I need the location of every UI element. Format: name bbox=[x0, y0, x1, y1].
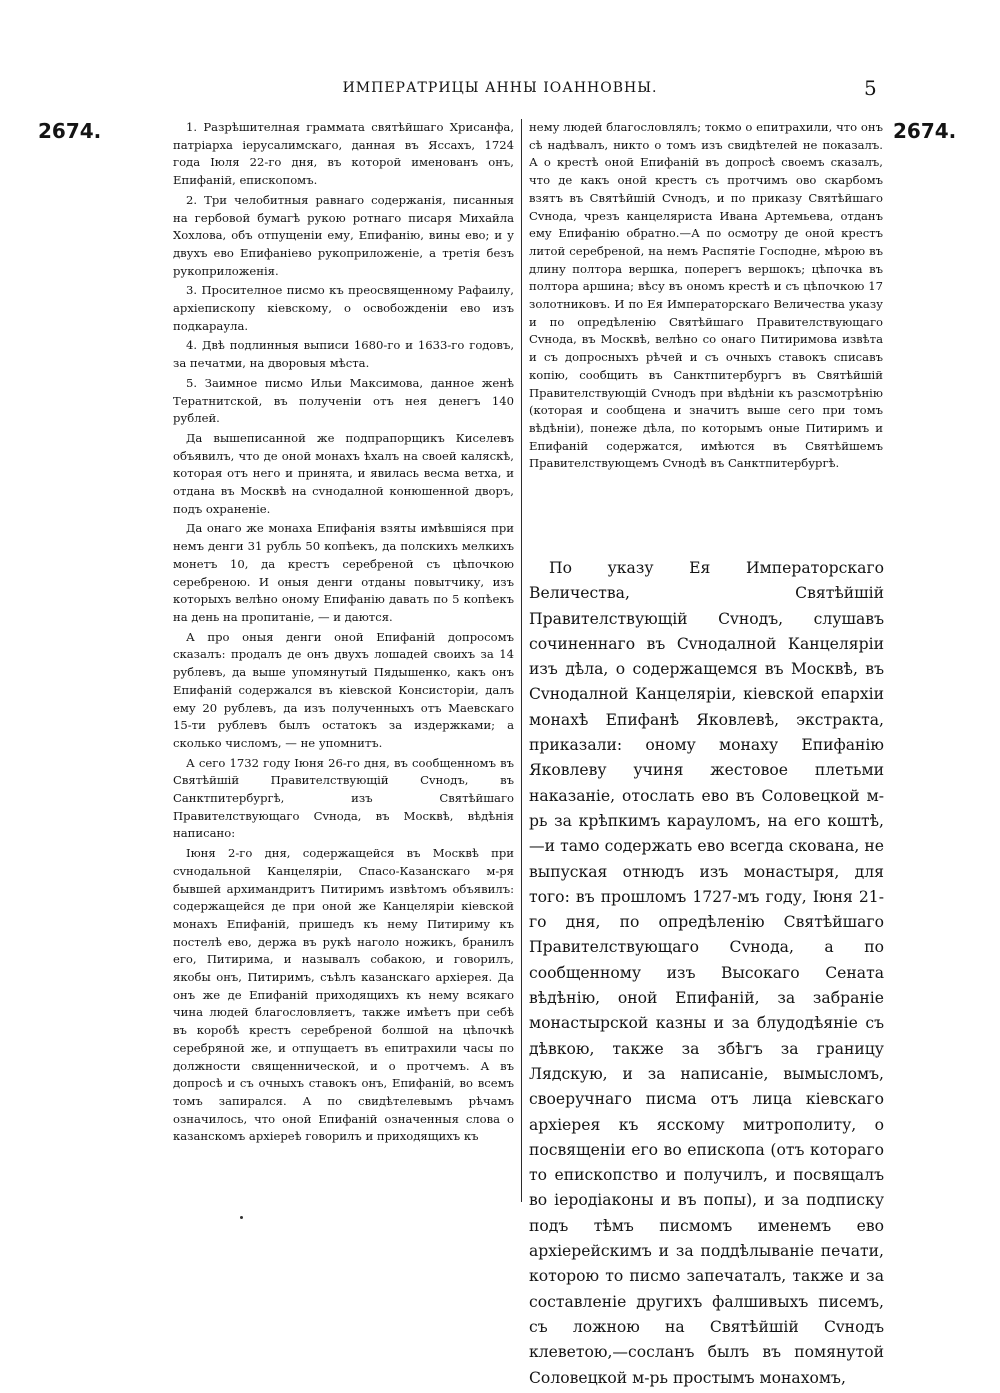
paragraph: Iюня 2-го дня, содержащейся въ Москвѣ при сvнодальной Канцелярiи, Спасо-Казанскаго м-ря бывшей архимандритъ Питиримъ извѣтомъ объявилъ: содержащейся де при оной же Канцелярiи кiевской монахъ Епифанiй, пришедъ къ нему Питириму къ постелѣ ево, держа въ рукѣ наголо ножикъ, бранилъ его, Питирима, и называлъ собакою, и говорилъ, якобы онъ, Питиримъ, съѣлъ казанскаго архiерея. Да онъ же де Епифанiй приходящихъ къ нему всякаго чина людей благословляетъ, также имѣетъ при себѣ въ коробѣ крестъ серебреной болшой на цѣпочкѣ серебряной же, и отпущаетъ въ епитрахили часы по должности священнической, и о протчемъ. А въ допросѣ и съ очныхъ ставокъ онъ, Епифанiй, во всемъ томъ запирался. А по свидѣтелевымъ рѣчамъ означилось, что оной Епифанiй означенныя слова о казанскомъ архiереѣ говорилъ и приходящихъ къ bbox=[173, 846, 514, 1144]
paragraph: 4. Двѣ подлинныя выписи 1680-го и 1633-го годовъ, за печатми, на дворовыя мѣста. bbox=[173, 338, 514, 371]
left-column bbox=[173, 119, 514, 1148]
document-number-left: 2674. bbox=[38, 119, 102, 143]
paragraph: 3. Просителное писмо къ преосвященному Рафаилу, архiепископу кiевскому, о освобожденiи ево изъ подкараула. bbox=[173, 283, 514, 333]
paragraph: А про оныя денги оной Епифанiй допросомъ сказалъ: продалъ де онъ двухъ лошадей своихъ за 14 рублевъ, да выше упомянутый Пядышенко, какъ онъ Епифанiй содержался въ кiевской Консисторiи, далъ ему 20 рублевъ, да изъ полученныхъ отъ Маевскаго 15-ти рублевъ былъ остатокъ за издержками; а сколько числомъ, — не упомнитъ. bbox=[173, 629, 514, 750]
right-column-large-print bbox=[529, 556, 884, 1393]
paragraph: По указу Ея Императорскаго Величества, Святѣйшiй Правителствующiй Сvнодъ, слушавъ сочиненнаго въ Сvнодалной Канцелярiи изъ дѣла, о содержащемся въ Москвѣ, въ Сvнодалной Канцелярiи, кiевской епархiи монахѣ Епифанѣ Яковлевѣ, экстракта, приказали: оному монаху Епифанiю Яковлеву учиня жестовое плетьми наказанiе, отослать ево въ Соловецкой м-рь за крѣпкимъ карауломъ, на его коштѣ,—и тамо содержать ево всегда скована, не выпуская отнюдъ изъ монастыря, для того: въ прошломъ 1727-мъ году, Iюня 21-го дня, по опредѣленiю Святѣйшаго Правителствующаго Сvнода, а по сообщенному изъ Высокаго Сената вѣдѣнiю, оной Епифанiй, за забранiе монастырской казны и за блудодѣянiе съ дѣвкою, также за збѣгъ за границу Лядскую, и за написанiе, вымысломъ, своеручнаго писма отъ лица кiевскаго архiерея къ ясскому митрополиту, о посвященiи его во епископа (отъ котораго то епископство и получилъ, и посвящалъ во iеродiаконы и въ попы), и за подписку подъ тѣмъ писмомъ именемъ ево архiерейскимъ и за поддѣлыванiе печати, которою то писмо запечаталъ, также и за составленiе другихъ фалшивыхъ писемъ, съ ложною на Святѣйшiй Сvнодъ клеветою,—сосланъ былъ въ помянутой Соловецкой м-рь простымъ монахомъ, bbox=[529, 559, 884, 1387]
paragraph: Да онаго же монаха Епифанiя взяты имѣвшiяся при немъ денги 31 рубль 50 копѣекъ, да полскихъ мелкихъ монетъ 10, да крестъ серебреной съ цѣпочкою серебреною. И оныя денги отданы повытчику, изъ которыхъ велѣно оному Епифанiю давать по 5 копѣекъ на день на пропитанiе, — и даются. bbox=[173, 521, 514, 624]
paragraph: 5. Заимное писмо Ильи Максимова, данное женѣ Тератнитской, въ полученiи отъ нея денегъ 140 рублей. bbox=[173, 375, 514, 426]
paragraph: 1. Разрѣшителная граммата святѣйшаго Хрисанфа, патрiарха iерусалимскаго, данная въ Яссахъ, 1724 года Iюля 22-го дня, въ которой именованъ онъ, Епифанiй, епископомъ. bbox=[173, 120, 514, 188]
footer-mark bbox=[240, 1216, 243, 1219]
paragraph: А сего 1732 году Iюня 26-го дня, въ сообщенномъ въ Святѣйшiй Правителствующiй Сvнодъ, въ Санктпитербургѣ, изъ Святѣйшаго Правителствующаго Сvнода, въ Москвѣ, вѣдѣнiя написано: bbox=[173, 755, 514, 841]
paragraph: 2. Три челобитныя равнаго содержанiя, писанныя на гербовой бумагѣ рукою ротнаго писаря Михайла Хохлова, объ отпущенiи ему, Епифанiю, вины ево; и у двухъ ево Епифанiево рукоприложенiе, а третiя безъ рукоприложенiя. bbox=[173, 192, 514, 278]
page-number: 5 bbox=[864, 76, 877, 100]
document-number-right: 2674. bbox=[893, 119, 957, 143]
right-column-small-print bbox=[529, 119, 883, 475]
paragraph: нему людей благословлялъ; токмо о епитрахили, что онъ сѣ надѣвалъ, никто о томъ изъ свидѣтелей не показалъ. А о крестѣ оной Епифанiй въ допросѣ своемъ сказалъ, что де какъ оной крестъ съ протчимъ ово скарбомъ взятъ въ Святѣйшiй Сvнодъ, и по приказу Святѣйшаго Сvнода, чрезъ канцеляриста Ивана Артемьева, отданъ ему Епифанiю обратно.—А по осмотру де оной крестъ литой серебреной, на немъ Распятiе Господне, мѣрою въ длину полтора вершка, поперегъ вершокъ; цѣпочка въ полтора аршина; вѣсу въ ономъ крестѣ и съ цѣпочкою 17 золотниковъ. И по Ея Императорскаго Величества указу и по опредѣленiю Святѣйшаго Правителствующаго Сvнода, въ Москвѣ, велѣно со онаго Питиримова извѣта и съ допросныхъ рѣчей и съ очныхъ ставокъ списавъ копiю, сообщить въ Санктпитербургъ въ Святѣйшiй Правителствующiй Сvнодъ при вѣдѣнiи къ разсмотрѣнiю (которая и сообщена и значитъ выше сего при томъ вѣдѣнiи), понеже дѣла, по которымъ оные Питиримъ и Епифанiй содержатся, имѣются въ Святѣйшемъ Правителствующемъ Сvнодѣ въ Санктпитербургѣ. bbox=[529, 120, 883, 471]
paragraph: Да вышеписанной же подпрапорщикъ Киселевъ объявилъ, что де оной монахъ ѣхалъ на своей каляскѣ, которая отъ него и принята, и явилась весма ветха, и отдана въ Москвѣ на сvнодалной конюшенной дворъ, подъ охраненiе. bbox=[173, 430, 514, 516]
column-divider bbox=[521, 119, 522, 1202]
running-title: ИМПЕРАТРИЦЫ АННЫ IОАННОВНЫ. bbox=[342, 80, 658, 96]
